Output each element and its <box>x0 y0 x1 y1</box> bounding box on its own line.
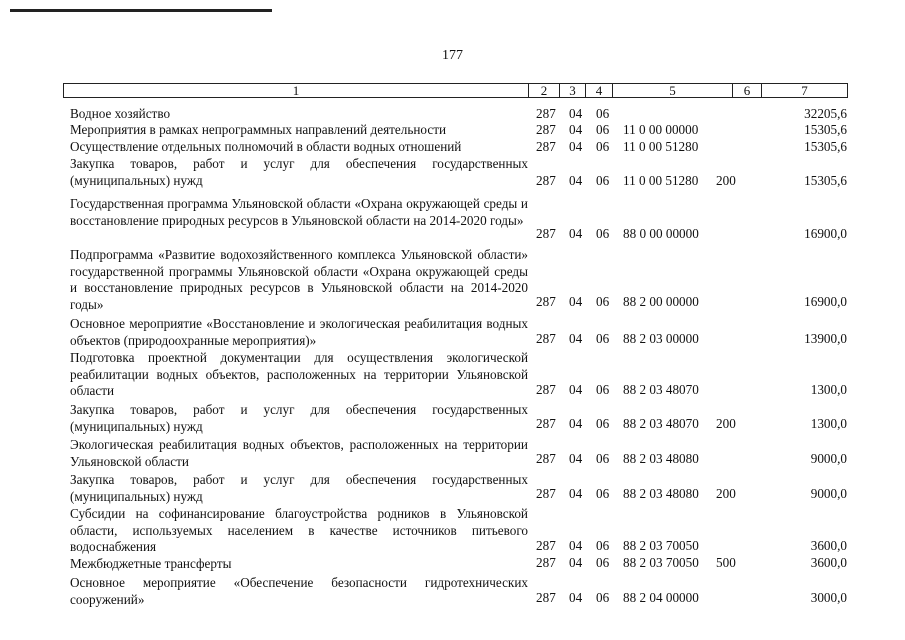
header-col-7: 7 <box>801 83 808 98</box>
row-1-ministry: 287 <box>536 122 556 137</box>
row-11-ministry: 287 <box>536 538 556 553</box>
row-3-description: Закупка товаров, работ и услуг для обеспечения государственных (муниципальных) нужд <box>70 156 528 188</box>
header-col-4: 4 <box>586 84 613 97</box>
row-2-description: Осуществление отдельных полномочий в области водных отношений <box>70 139 462 154</box>
row-0-subsection: 06 <box>596 106 610 121</box>
row-8-expense-type: 200 <box>716 416 736 431</box>
row-8-target-article: 88 2 03 48070 <box>623 416 699 431</box>
row-5-target-article: 88 2 00 00000 <box>623 294 699 309</box>
row-6-target-article: 88 2 03 00000 <box>623 331 699 346</box>
row-4-description: Государственная программа Ульяновской области «Охрана окружающей среды и восстановление природных ресурсов в Ульяновской области на 2014-2020 годы» <box>70 196 528 228</box>
table-row <box>0 538 905 554</box>
row-2-section: 04 <box>569 139 583 154</box>
row-9-amount: 9000,0 <box>810 451 847 466</box>
row-3-amount: 15305,6 <box>804 173 847 188</box>
row-12-amount: 3600,0 <box>810 555 847 570</box>
row-5-ministry: 287 <box>536 294 556 309</box>
table-row <box>0 122 905 138</box>
page-number: 177 <box>442 48 463 63</box>
header-col-5: 5 <box>613 84 733 97</box>
row-12-description: Межбюджетные трансферты <box>70 556 232 571</box>
row-11-subsection: 06 <box>596 538 610 553</box>
row-0-amount: 32205,6 <box>804 106 847 121</box>
row-12-target-article: 88 2 03 70050 <box>623 555 699 570</box>
row-5-subsection: 06 <box>596 294 610 309</box>
row-6-amount: 13900,0 <box>804 331 847 346</box>
row-7-section: 04 <box>569 382 583 397</box>
row-9-description: Экологическая реабилитация водных объектов, расположенных на территории Ульяновской области <box>70 437 528 469</box>
row-9-ministry: 287 <box>536 451 556 466</box>
table-row <box>0 331 905 347</box>
table-row <box>0 106 905 122</box>
header-col-6: 6 <box>733 84 762 97</box>
row-1-subsection: 06 <box>596 122 610 137</box>
row-9-target-article: 88 2 03 48080 <box>623 451 699 466</box>
row-4-subsection: 06 <box>596 226 610 241</box>
row-4-target-article: 88 0 00 00000 <box>623 226 699 241</box>
row-1-amount: 15305,6 <box>804 122 847 137</box>
row-9-subsection: 06 <box>596 451 610 466</box>
row-7-subsection: 06 <box>596 382 610 397</box>
row-2-amount: 15305,6 <box>804 139 847 154</box>
table-row <box>0 139 905 155</box>
row-7-amount: 1300,0 <box>810 382 847 397</box>
row-10-amount: 9000,0 <box>810 486 847 501</box>
header-col-1: 1 <box>64 84 529 97</box>
row-11-target-article: 88 2 03 70050 <box>623 538 699 553</box>
row-5-amount: 16900,0 <box>804 294 847 309</box>
row-13-subsection: 06 <box>596 590 610 605</box>
row-11-section: 04 <box>569 538 583 553</box>
row-2-ministry: 287 <box>536 139 556 154</box>
row-6-ministry: 287 <box>536 331 556 346</box>
table-row <box>0 173 905 189</box>
table-row <box>0 382 905 398</box>
row-7-ministry: 287 <box>536 382 556 397</box>
row-0-section: 04 <box>569 106 583 121</box>
row-2-subsection: 06 <box>596 139 610 154</box>
row-13-section: 04 <box>569 590 583 605</box>
row-3-section: 04 <box>569 173 583 188</box>
row-12-expense-type: 500 <box>716 555 736 570</box>
row-3-subsection: 06 <box>596 173 610 188</box>
row-1-description: Мероприятия в рамках непрограммных направлений деятельности <box>70 122 447 137</box>
row-10-subsection: 06 <box>596 486 610 501</box>
table-row <box>0 416 905 432</box>
row-3-expense-type: 200 <box>716 173 736 188</box>
row-8-subsection: 06 <box>596 416 610 431</box>
row-4-section: 04 <box>569 226 583 241</box>
row-13-target-article: 88 2 04 00000 <box>623 590 699 605</box>
row-10-target-article: 88 2 03 48080 <box>623 486 699 501</box>
table-row <box>0 486 905 502</box>
row-6-subsection: 06 <box>596 331 610 346</box>
row-1-target-article: 11 0 00 00000 <box>623 122 699 137</box>
row-8-section: 04 <box>569 416 583 431</box>
row-13-amount: 3000,0 <box>810 590 847 605</box>
row-8-description: Закупка товаров, работ и услуг для обеспечения государственных (муниципальных) нужд <box>70 402 528 434</box>
table-row <box>0 226 905 242</box>
table-row <box>0 294 905 310</box>
row-8-amount: 1300,0 <box>810 416 847 431</box>
row-11-description: Субсидии на софинансирование благоустройства родников в Ульяновской области, используемых населением в качестве источников питьевого водоснабжения <box>70 506 528 554</box>
row-12-subsection: 06 <box>596 555 610 570</box>
row-6-section: 04 <box>569 331 583 346</box>
row-4-ministry: 287 <box>536 226 556 241</box>
row-4-amount: 16900,0 <box>804 226 847 241</box>
row-0-description: Водное хозяйство <box>70 106 171 121</box>
row-3-target-article: 11 0 00 51280 <box>623 173 699 188</box>
row-10-ministry: 287 <box>536 486 556 501</box>
row-8-ministry: 287 <box>536 416 556 431</box>
header-col-3: 3 <box>560 84 586 97</box>
table-row <box>0 451 905 467</box>
row-0-ministry: 287 <box>536 106 556 121</box>
row-13-ministry: 287 <box>536 590 556 605</box>
row-1-section: 04 <box>569 122 583 137</box>
row-5-section: 04 <box>569 294 583 309</box>
row-2-target-article: 11 0 00 51280 <box>623 139 699 154</box>
row-12-section: 04 <box>569 555 583 570</box>
row-3-ministry: 287 <box>536 173 556 188</box>
table-row <box>0 555 905 571</box>
row-7-description: Подготовка проектной документации для осуществления экологической реабилитации водных объектов, расположенных на территории Ульяновской области <box>70 350 528 398</box>
row-9-section: 04 <box>569 451 583 466</box>
row-6-description: Основное мероприятие «Восстановление и экологическая реабилитация водных объектов (природоохранные мероприятия)» <box>70 316 528 348</box>
row-10-expense-type: 200 <box>716 486 736 501</box>
table-row <box>0 590 905 606</box>
row-11-amount: 3600,0 <box>810 538 847 553</box>
row-12-ministry: 287 <box>536 555 556 570</box>
row-5-description: Подпрограмма «Развитие водохозяйственного комплекса Ульяновской области» государственной программы Ульяновской области «Охрана окружающей среды и восстановление природных ресурсов в Ульяновской области на 2014-2020 годы» <box>70 247 528 312</box>
row-7-target-article: 88 2 03 48070 <box>623 382 699 397</box>
row-10-section: 04 <box>569 486 583 501</box>
header-col-2: 2 <box>529 84 560 97</box>
row-10-description: Закупка товаров, работ и услуг для обеспечения государственных (муниципальных) нужд <box>70 472 528 504</box>
row-13-description: Основное мероприятие «Обеспечение безопасности гидротехнических сооружений» <box>70 575 528 607</box>
